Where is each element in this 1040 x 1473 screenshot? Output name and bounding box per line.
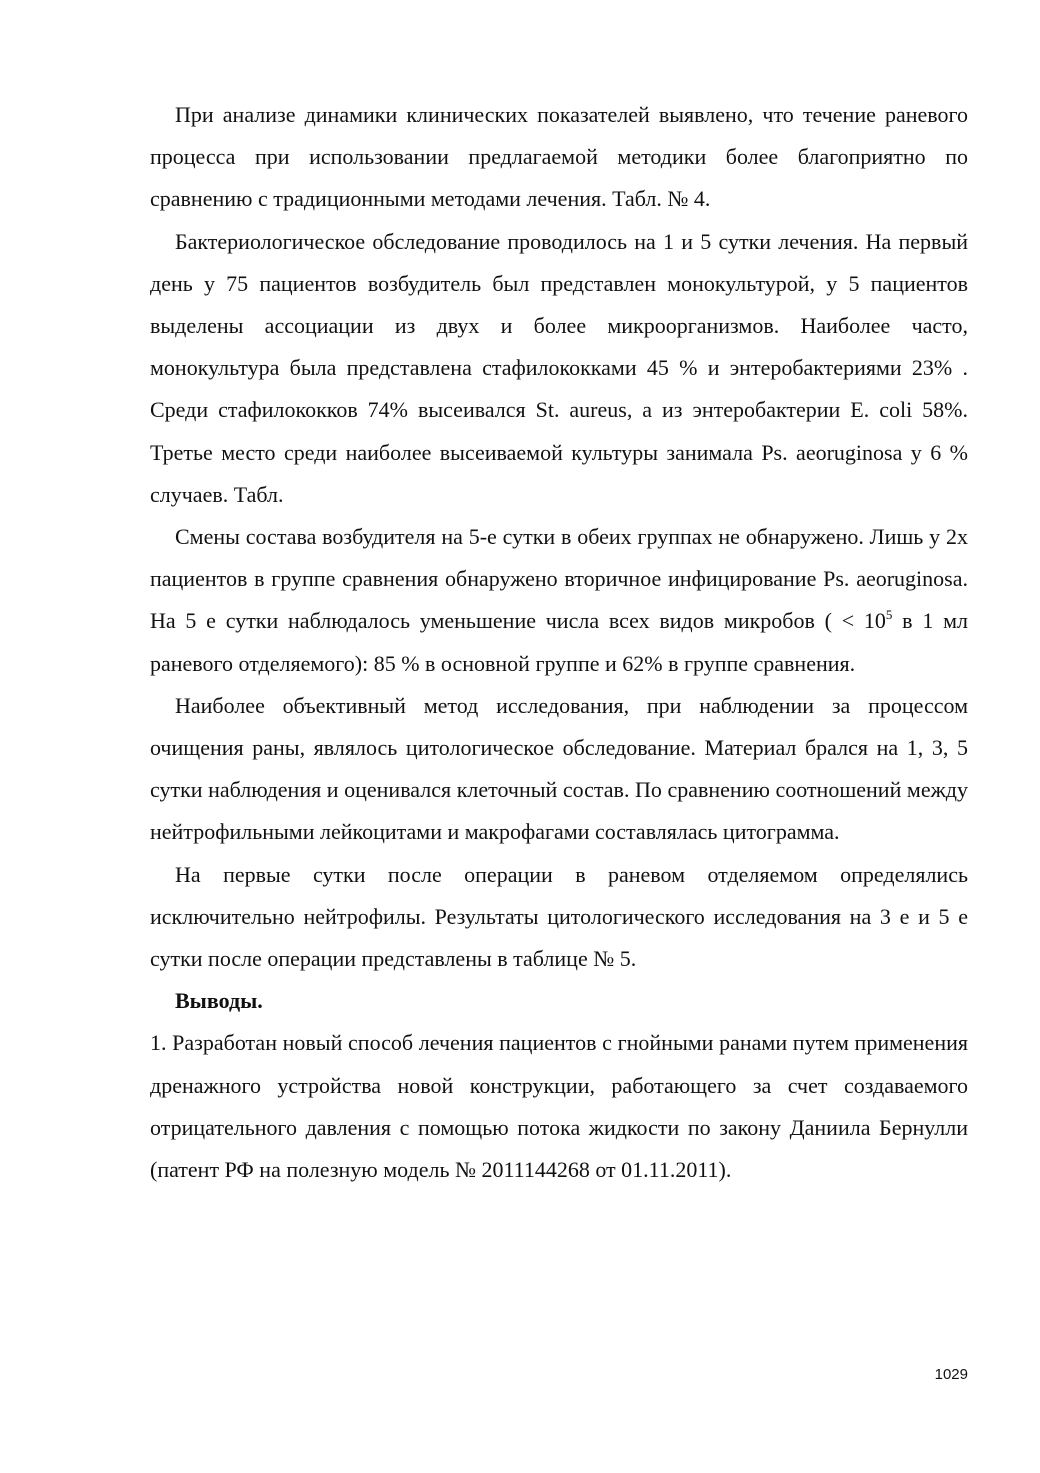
paragraph-first-day: На первые сутки после операции в раневом отделяемом определялись исключительно нейтрофилы. Результаты цитологического исследования на 3 е и 5 е сутки после операции представлены в таблице № 5.: [150, 861, 968, 972]
paragraph-bacteriology: Бактериологическое обследование проводилось на 1 и 5 сутки лечения. На первый день у 75 пациентов возбудитель был представлен монокультурой, у 5 пациентов выделены ассоциации из двух и более микроорганизмов. Наиболее часто, монокультура была представлена стафилококками 45 % и энтеробактериями 23% . Среди стафилококков 74% высеивался St. aureus, а из энтеробактерии E. coli 58%. Третье место среди наиболее высеиваемой культуры занимала Ps. aeoruginosa у 6 % случаев. Табл.: [150, 228, 968, 507]
paragraph-treatment-dynamics: При анализе динамики клинических показателей выявлено, что течение раневого процесса при использовании предлагаемой методики более благоприятно по сравнению с традиционными методами лечения. Табл. № 4.: [150, 102, 968, 212]
paragraph-pathogen-change-text: Смены состава возбудителя на 5-е сутки в обеих группах не обнаружено. Лишь у 2х пациентов в группе сравнения обнаружено вторичное инфицирование Ps. aeoruginosa. На 5 е сутки наблюдалось уменьшение числа всех видов микробов ( < 10: [150, 524, 968, 634]
conclusion-item-1: 1. Разработан новый способ лечения пациентов с гнойными ранами путем применения дренажного устройства новой конструкции, работающего за счет создаваемого отрицательного давления с помощью потока жидкости по закону Даниила Бернулли (патент РФ на полезную модель № 2011144268 от 01.11.2011).: [150, 1030, 968, 1183]
paragraph-pathogen-change: [150, 516, 968, 685]
page-body: [150, 94, 968, 1191]
page-number: 1029: [934, 1366, 968, 1383]
paragraph-pathogen-change-text-end: в 1 мл раневого отделяемого): 85 % в основной группе и 62% в группе сравнения.: [150, 608, 968, 676]
conclusions-heading: Выводы.: [175, 988, 263, 1014]
exponent: 5: [885, 607, 893, 623]
paragraph-cytology: Наиболее объективный метод исследования, при наблюдении за процессом очищения раны, являлось цитологическое обследование. Материал брался на 1, 3, 5 сутки наблюдения и оценивался клеточный состав. По сравнению соотношений между нейтрофильными лейкоцитами и макрофагами составлялась цитограмма.: [150, 692, 968, 845]
